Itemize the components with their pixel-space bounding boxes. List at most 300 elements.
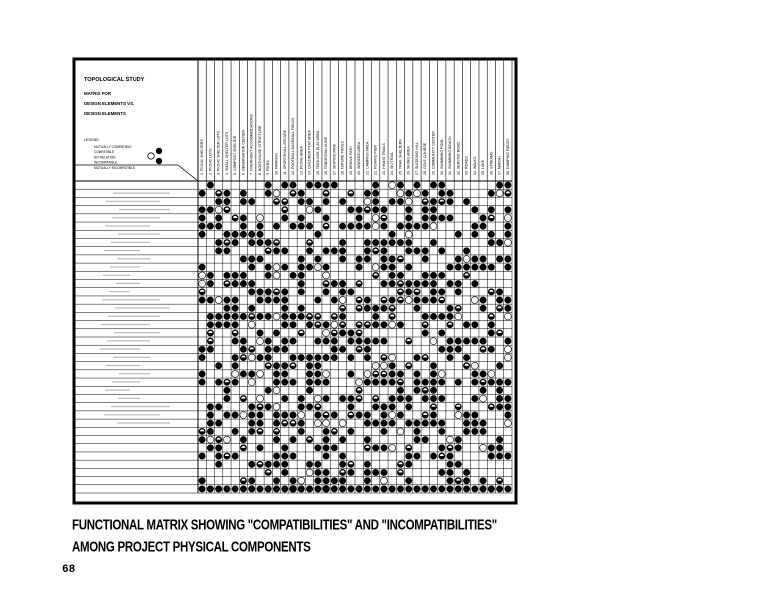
matrix-dot-open	[504, 420, 511, 427]
matrix-subtitle-line: MATRIX FOR	[84, 91, 111, 96]
matrix-dot-filled	[414, 387, 421, 394]
column-label: 9. PIERS	[266, 160, 271, 175]
matrix-dot-filled	[207, 420, 214, 427]
column-label: 5. COMPOST SHELTER	[233, 135, 238, 175]
row-label-faint	[118, 234, 160, 235]
matrix-dot-filled	[265, 461, 272, 468]
row-label-faint	[117, 422, 170, 423]
matrix-dot-filled	[257, 239, 264, 246]
matrix-dot-filled	[199, 190, 206, 197]
matrix-dot-filled	[281, 321, 288, 328]
matrix-dot-filled	[232, 239, 239, 246]
matrix-dot-filled	[480, 214, 487, 221]
matrix-dot-filled	[438, 485, 445, 492]
matrix-dot-filled	[323, 321, 330, 328]
matrix-dot-filled	[389, 256, 396, 263]
matrix-dot-filled	[232, 297, 239, 304]
matrix-dot-filled	[389, 231, 396, 238]
matrix-dot-open	[223, 436, 230, 443]
column-label: 19. BRIDLE PATH	[348, 145, 353, 175]
legend-item: COMPATIBLE	[94, 150, 115, 155]
matrix-dot-filled	[257, 231, 264, 238]
matrix-dot-filled	[471, 412, 478, 419]
matrix-dot-filled	[397, 412, 404, 419]
matrix-dot-filled	[331, 338, 338, 345]
matrix-dot-filled	[281, 395, 288, 402]
row-label-faint	[113, 357, 150, 358]
matrix-dot-filled	[257, 420, 264, 427]
matrix-dot-filled	[380, 412, 387, 419]
matrix-dot-filled	[240, 280, 247, 287]
matrix-dot-filled	[447, 198, 454, 205]
matrix-dot-filled	[455, 461, 462, 468]
matrix-dot-filled	[430, 313, 437, 320]
matrix-dot-open	[430, 338, 437, 345]
matrix-dot-filled	[480, 223, 487, 230]
matrix-dot-filled	[339, 239, 346, 246]
matrix-dot-filled	[372, 485, 379, 492]
matrix-dot-filled	[290, 354, 297, 361]
matrix-dot-filled	[372, 379, 379, 386]
matrix-dot-filled	[455, 288, 462, 295]
matrix-dot-filled	[223, 313, 230, 320]
matrix-dot-filled	[488, 485, 495, 492]
matrix-dot-filled	[380, 403, 387, 410]
matrix-dot-filled	[223, 297, 230, 304]
matrix-dot-filled	[364, 354, 371, 361]
matrix-dot-filled	[438, 247, 445, 254]
matrix-dot-filled	[215, 403, 222, 410]
matrix-dot-filled	[273, 370, 280, 377]
matrix-dot-open	[248, 321, 255, 328]
matrix-dot-filled	[397, 395, 404, 402]
matrix-dot-filled	[389, 379, 396, 386]
matrix-dot-filled	[447, 280, 454, 287]
matrix-dot-filled	[430, 198, 437, 205]
matrix-dot-filled	[405, 403, 412, 410]
matrix-dot-filled	[405, 223, 412, 230]
matrix-dot-filled	[314, 469, 321, 476]
matrix-dot-filled	[331, 354, 338, 361]
matrix-dot-filled	[364, 420, 371, 427]
matrix-dot-filled	[430, 379, 437, 386]
matrix-dot-open	[488, 370, 495, 377]
row-label-faint	[101, 324, 150, 325]
matrix-dot-filled	[414, 420, 421, 427]
column-label: 12. FOOTBALL BASEBALL FIELDS	[291, 117, 296, 175]
matrix-dot-open	[215, 206, 222, 213]
column-label: 15. TEEN AGE PLAY AREA	[315, 130, 320, 175]
matrix-dot-filled	[215, 313, 222, 320]
matrix-dot-filled	[248, 428, 255, 435]
matrix-dot-filled	[281, 444, 288, 451]
matrix-dot-filled	[207, 272, 214, 279]
matrix-dot-filled	[455, 231, 462, 238]
matrix-dot-filled	[414, 297, 421, 304]
matrix-dot-filled	[298, 256, 305, 263]
matrix-dot-filled	[380, 247, 387, 254]
matrix-dot-filled	[347, 329, 354, 336]
matrix-dot-filled	[298, 190, 305, 197]
matrix-dot-filled	[447, 305, 454, 312]
column-label: 10. PARKING	[274, 153, 279, 175]
matrix-dot-filled	[504, 182, 511, 189]
column-label: 14. CHILDREN PLAY AREA	[307, 130, 312, 175]
row-label-faint	[119, 209, 170, 210]
matrix-dot-filled	[455, 436, 462, 443]
matrix-dot-filled	[240, 231, 247, 238]
matrix-dot-filled	[298, 395, 305, 402]
matrix-dot-filled	[504, 338, 511, 345]
matrix-dot-filled	[265, 297, 272, 304]
matrix-dot-filled	[422, 206, 429, 213]
matrix-dot-filled	[496, 387, 503, 394]
matrix-dot-open	[389, 321, 396, 328]
matrix-dot-filled	[430, 272, 437, 279]
matrix-dot-filled	[504, 256, 511, 263]
matrix-dot-filled	[455, 346, 462, 353]
matrix-dot-filled	[306, 182, 313, 189]
matrix-dot-filled	[430, 420, 437, 427]
column-label: 20. WOODED AREA	[357, 141, 362, 175]
matrix-dot-filled	[199, 346, 206, 353]
matrix-dot-filled	[199, 231, 206, 238]
matrix-dot-filled	[298, 403, 305, 410]
matrix-dot-filled	[339, 477, 346, 484]
matrix-dot-filled	[430, 362, 437, 369]
matrix-dot-filled	[273, 420, 280, 427]
matrix-dot-filled	[405, 206, 412, 213]
column-label: 11. SPORTSHALL ARCADE	[282, 129, 287, 175]
column-label: 18. NATURE TRAILS	[340, 140, 345, 175]
matrix-dot-filled	[438, 313, 445, 320]
matrix-dot-open	[364, 370, 371, 377]
row-label-faint	[113, 192, 170, 193]
matrix-dot-filled	[314, 206, 321, 213]
matrix-dot-filled	[364, 338, 371, 345]
matrix-dot-filled	[364, 247, 371, 254]
matrix-dot-filled	[331, 280, 338, 287]
matrix-dot-filled	[265, 346, 272, 353]
matrix-dot-filled	[471, 428, 478, 435]
matrix-dot-filled	[232, 354, 239, 361]
matrix-dot-open	[480, 395, 487, 402]
matrix-dot-open	[405, 297, 412, 304]
matrix-dot-filled	[356, 338, 363, 345]
matrix-dot-filled	[504, 297, 511, 304]
matrix-dot-filled	[364, 436, 371, 443]
matrix-dot-filled	[438, 329, 445, 336]
row-label-faint	[105, 225, 150, 226]
matrix-dot-filled	[281, 338, 288, 345]
matrix-dot-filled	[504, 223, 511, 230]
matrix-dot-filled	[414, 379, 421, 386]
matrix-dot-filled	[447, 264, 454, 271]
matrix-dot-filled	[339, 280, 346, 287]
row-label-faint	[119, 373, 150, 374]
matrix-dot-filled	[290, 223, 297, 230]
matrix-dot-filled	[471, 420, 478, 427]
matrix-dot-filled	[207, 321, 214, 328]
matrix-dot-open	[215, 297, 222, 304]
legend-symbol	[156, 148, 162, 154]
matrix-dot-filled	[405, 239, 412, 246]
column-label: 28. GOLF COURSE	[423, 142, 428, 175]
matrix-dot-filled	[438, 346, 445, 353]
matrix-dot-open	[455, 313, 462, 320]
matrix-dot-filled	[422, 190, 429, 197]
row-label-faint	[112, 381, 140, 382]
matrix-dot-open	[430, 223, 437, 230]
matrix-dot-filled	[372, 321, 379, 328]
matrix-dot-filled	[339, 436, 346, 443]
row-label-faint	[104, 250, 140, 251]
matrix-dot-filled	[405, 214, 412, 221]
matrix-dot-filled	[223, 198, 230, 205]
matrix-dot-filled	[488, 239, 495, 246]
column-label: 30. SWIMMING POOL	[439, 138, 444, 175]
matrix-dot-filled	[380, 379, 387, 386]
matrix-dot-filled	[248, 370, 255, 377]
matrix-dot-filled	[480, 264, 487, 271]
matrix-dot-open	[463, 256, 470, 263]
matrix-dot-filled	[273, 453, 280, 460]
matrix-dot-filled	[232, 453, 239, 460]
matrix-dot-filled	[480, 387, 487, 394]
matrix-dot-filled	[405, 288, 412, 295]
matrix-dot-filled	[215, 461, 222, 468]
matrix-title: TOPOLOGICAL STUDY	[84, 77, 145, 83]
matrix-dot-filled	[314, 379, 321, 386]
matrix-dot-open	[257, 395, 264, 402]
matrix-dot-filled	[323, 444, 330, 451]
matrix-dot-filled	[339, 485, 346, 492]
matrix-dot-filled	[314, 370, 321, 377]
matrix-dot-filled	[306, 362, 313, 369]
matrix-dot-filled	[364, 346, 371, 353]
row-label-faint	[111, 406, 170, 407]
matrix-dot-filled	[215, 379, 222, 386]
matrix-dot-open	[314, 264, 321, 271]
matrix-dot-filled	[323, 453, 330, 460]
matrix-dot-filled	[372, 190, 379, 197]
matrix-dot-open	[480, 444, 487, 451]
matrix-dot-filled	[430, 206, 437, 213]
matrix-dot-filled	[290, 338, 297, 345]
matrix-dot-filled	[389, 370, 396, 377]
row-label-faint	[108, 316, 160, 317]
legend-item: MUTUALLY COMPATIBLE	[94, 145, 132, 149]
matrix-dot-filled	[405, 247, 412, 254]
matrix-dot-filled	[504, 485, 511, 492]
matrix-dot-open	[199, 272, 206, 279]
matrix-dot-filled	[414, 485, 421, 492]
matrix-dot-filled	[438, 428, 445, 435]
matrix-dot-filled	[372, 305, 379, 312]
matrix-dot-filled	[438, 190, 445, 197]
matrix-dot-filled	[364, 379, 371, 386]
row-label-faint	[103, 275, 130, 276]
matrix-dot-filled	[323, 288, 330, 295]
matrix-dot-filled	[207, 403, 214, 410]
matrix-dot-filled	[447, 338, 454, 345]
column-label: 26. SKIING AREA	[406, 146, 411, 175]
matrix-dot-filled	[273, 346, 280, 353]
matrix-dot-filled	[281, 313, 288, 320]
matrix-dot-filled	[323, 485, 330, 492]
matrix-dot-filled	[347, 428, 354, 435]
matrix-dot-filled	[323, 436, 330, 443]
matrix-dot-open	[380, 362, 387, 369]
matrix-dot-filled	[488, 329, 495, 336]
matrix-dot-filled	[430, 214, 437, 221]
matrix-dot-filled	[265, 190, 272, 197]
matrix-dot-filled	[207, 297, 214, 304]
legend-heading: LEGEND	[84, 138, 99, 142]
row-label-faint	[116, 283, 140, 284]
matrix-dot-filled	[265, 239, 272, 246]
matrix-dot-filled	[380, 264, 387, 271]
matrix-dot-open	[199, 280, 206, 287]
row-label-faint	[110, 266, 140, 267]
matrix-dot-filled	[504, 453, 511, 460]
matrix-dot-filled	[372, 420, 379, 427]
matrix-dot-filled	[215, 214, 222, 221]
matrix-dot-filled	[248, 198, 255, 205]
matrix-dot-filled	[397, 370, 404, 377]
matrix-dot-filled	[339, 461, 346, 468]
matrix-dot-filled	[488, 444, 495, 451]
matrix-dot-filled	[422, 420, 429, 427]
matrix-dot-filled	[223, 231, 230, 238]
column-label: 25. TRAIL SHELTERS	[398, 139, 403, 175]
matrix-dot-filled	[397, 239, 404, 246]
matrix-dot-filled	[199, 477, 206, 484]
matrix-dot-filled	[504, 395, 511, 402]
matrix-dot-open	[248, 354, 255, 361]
column-label: 1. PICNIC SHELTERS	[200, 139, 205, 175]
matrix-dot-filled	[405, 477, 412, 484]
matrix-dot-open	[372, 362, 379, 369]
column-label: 33. ROADS	[464, 156, 469, 175]
matrix-dot-filled	[273, 379, 280, 386]
matrix-dot-filled	[215, 198, 222, 205]
matrix-dot-filled	[504, 403, 511, 410]
matrix-dot-filled	[397, 223, 404, 230]
row-label-faint	[106, 365, 140, 366]
page-number: 68	[62, 564, 76, 576]
matrix-dot-filled	[389, 280, 396, 287]
matrix-dot-filled	[207, 444, 214, 451]
matrix-dot-filled	[298, 305, 305, 312]
matrix-dot-open	[405, 198, 412, 205]
matrix-dot-filled	[364, 461, 371, 468]
matrix-dot-filled	[265, 354, 272, 361]
matrix-dot-filled	[405, 264, 412, 271]
matrix-dot-filled	[463, 338, 470, 345]
matrix-dot-filled	[430, 412, 437, 419]
matrix-dot-filled	[447, 313, 454, 320]
matrix-dot-filled	[215, 453, 222, 460]
matrix-dot-filled	[380, 280, 387, 287]
matrix-dot-filled	[273, 329, 280, 336]
matrix-dot-filled	[414, 436, 421, 443]
matrix-dot-filled	[496, 453, 503, 460]
matrix-dot-filled	[331, 485, 338, 492]
matrix-dot-filled	[199, 436, 206, 443]
matrix-dot-filled	[240, 223, 247, 230]
row-label-faint	[112, 217, 160, 218]
matrix-dot-filled	[496, 239, 503, 246]
matrix-dot-filled	[314, 485, 321, 492]
matrix-dot-filled	[281, 247, 288, 254]
matrix-dot-filled	[347, 370, 354, 377]
matrix-dot-filled	[422, 329, 429, 336]
matrix-dot-filled	[389, 272, 396, 279]
matrix-dot-filled	[356, 206, 363, 213]
matrix-dot-filled	[223, 305, 230, 312]
matrix-dot-open	[257, 214, 264, 221]
matrix-dot-filled	[504, 264, 511, 271]
row-label-faint	[102, 299, 160, 300]
matrix-dot-filled	[223, 395, 230, 402]
matrix-dot-filled	[314, 297, 321, 304]
matrix-dot-filled	[463, 198, 470, 205]
matrix-dot-filled	[438, 395, 445, 402]
matrix-subtitle-line: DESIGN ELEMENTS	[84, 111, 126, 116]
matrix-dot-filled	[199, 264, 206, 271]
matrix-dot-filled	[471, 223, 478, 230]
matrix-dot-filled	[199, 223, 206, 230]
matrix-dot-filled	[298, 214, 305, 221]
matrix-dot-filled	[298, 272, 305, 279]
matrix-dot-filled	[438, 444, 445, 451]
matrix-dot-filled	[496, 288, 503, 295]
matrix-dot-filled	[471, 264, 478, 271]
matrix-dot-open	[306, 206, 313, 213]
matrix-dot-filled	[232, 305, 239, 312]
matrix-dot-filled	[414, 182, 421, 189]
matrix-dot-open	[504, 346, 511, 353]
matrix-dot-filled	[471, 370, 478, 377]
matrix-dot-filled	[422, 436, 429, 443]
matrix-dot-filled	[455, 485, 462, 492]
matrix-dot-open	[389, 182, 396, 189]
matrix-dot-filled	[414, 247, 421, 254]
matrix-dot-open	[273, 387, 280, 394]
matrix-dot-filled	[422, 313, 429, 320]
matrix-dot-open	[298, 412, 305, 419]
column-label: 4. SMALL SHELTER LOTS	[224, 131, 229, 175]
matrix-dot-filled	[273, 362, 280, 369]
matrix-dot-filled	[265, 288, 272, 295]
matrix-dot-filled	[488, 379, 495, 386]
matrix-dot-filled	[281, 485, 288, 492]
matrix-dot-filled	[248, 485, 255, 492]
matrix-dot-filled	[314, 461, 321, 468]
matrix-dot-filled	[364, 485, 371, 492]
legend-symbol	[148, 153, 154, 159]
matrix-dot-filled	[207, 280, 214, 287]
matrix-dot-filled	[471, 485, 478, 492]
matrix-dot-filled	[298, 354, 305, 361]
column-label: 29. COMMUNITY CENTER	[431, 131, 436, 175]
matrix-dot-filled	[323, 198, 330, 205]
matrix-dot-filled	[422, 297, 429, 304]
matrix-dot-filled	[281, 264, 288, 271]
matrix-dot-filled	[372, 239, 379, 246]
matrix-dot-open	[372, 214, 379, 221]
